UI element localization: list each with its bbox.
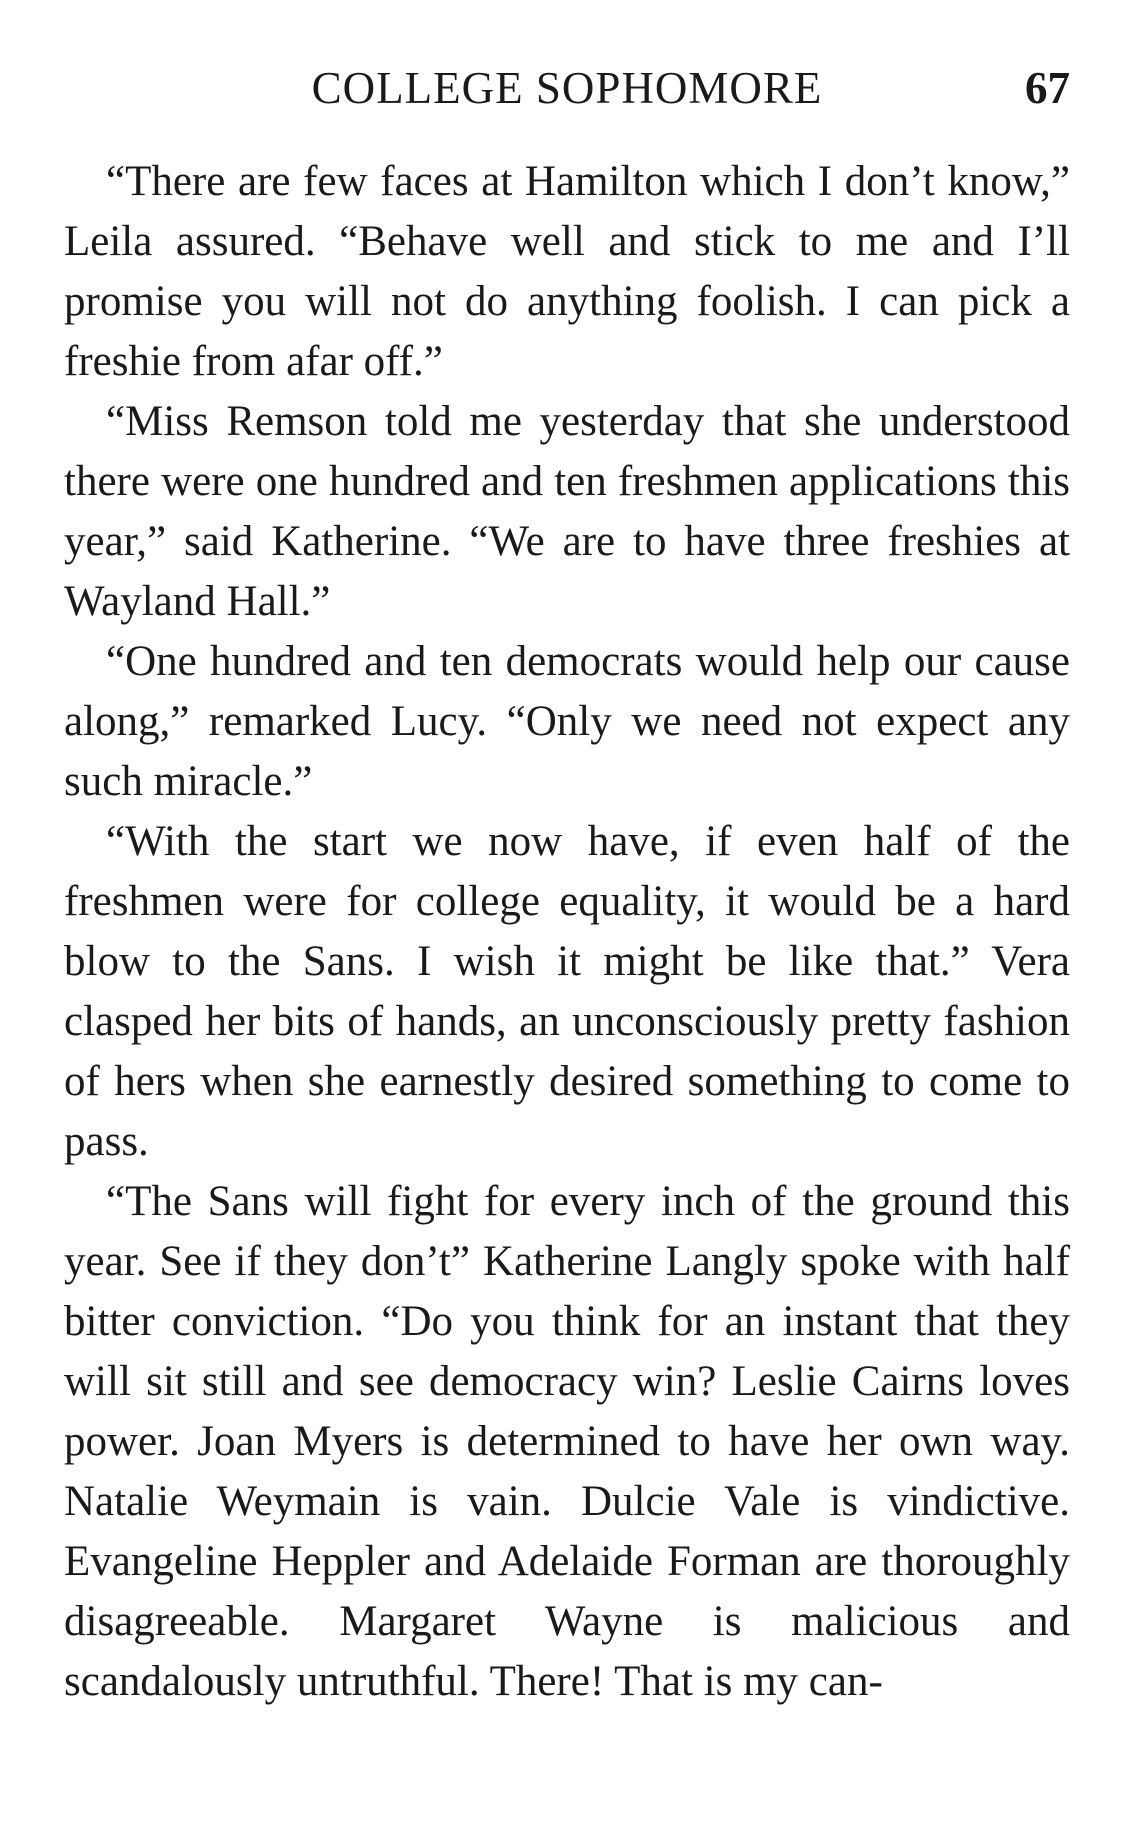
paragraph: “There are few faces at Hamilton which I don’t know,” Leila assured. “Behave well and stick to me and I’ll promise you will not do anything foolish. I can pick a freshie from afar off.” (64, 158, 1070, 385)
paragraph: “The Sans will fight for every inch of the ground this year. See if they don’t” Katherine Langly spoke with half bitter conviction. “Do you think for an instant that they will sit still and see democracy win? Leslie Cairns loves power. Joan Myers is determined to have her own way. Natalie Weymain is vain. Dulcie Vale is vindictive. Evangeline Heppler and Adelaide Forman are thoroughly disagreeable. Margaret Wayne is malicious and scandalously untruthful. There! That is my can- (64, 1178, 1070, 1705)
paragraph: “With the start we now have, if even half of the freshmen were for college equality, it would be a hard blow to the Sans. I wish it might be like that.” Vera clasped her bits of hands, an unconsciously pretty fashion of hers when she earnestly desired something to come to pass. (64, 818, 1070, 1165)
body-text (64, 152, 1070, 1712)
page-number: 67 (1025, 63, 1070, 113)
page-header (64, 58, 1070, 118)
running-title: COLLEGE SOPHOMORE (311, 63, 823, 113)
paragraph: “One hundred and ten democrats would help our cause along,” remarked Lucy. “Only we need not expect any such miracle.” (64, 638, 1070, 805)
paragraph: “Miss Remson told me yesterday that she understood there were one hundred and ten freshmen applications this year,” said Katherine. “We are to have three freshies at Wayland Hall.” (64, 398, 1070, 625)
